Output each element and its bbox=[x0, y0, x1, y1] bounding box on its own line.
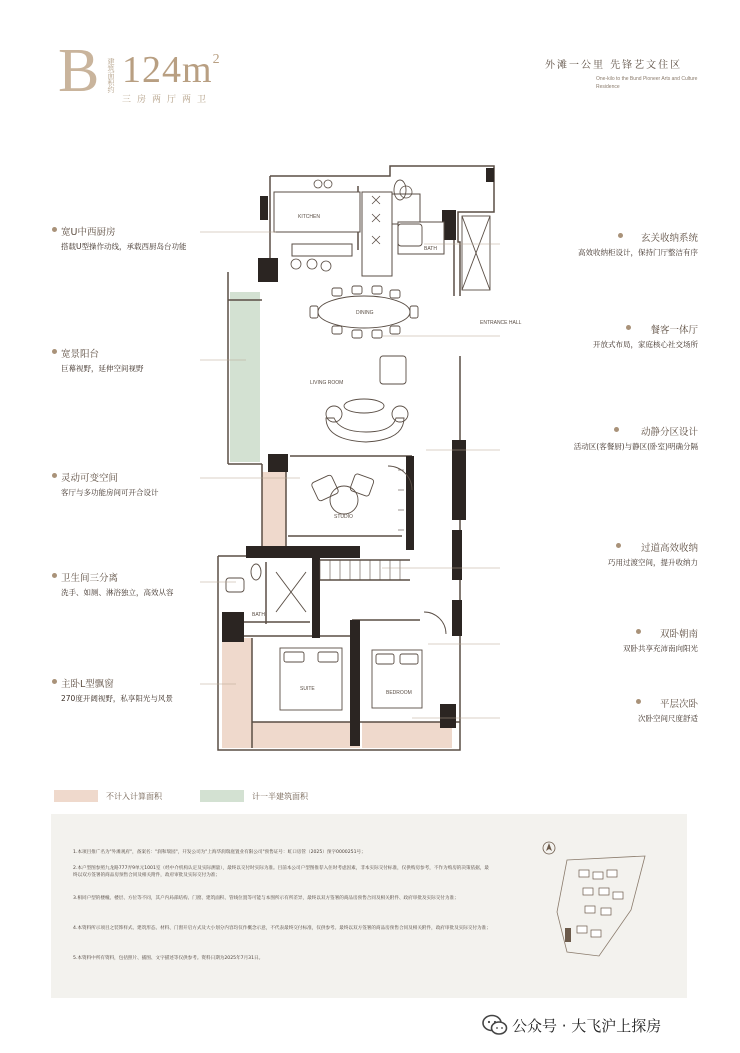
label-bedroom: BEDROOM bbox=[386, 690, 412, 696]
callout-dot bbox=[52, 227, 57, 232]
legend-label: 计一半建筑面积 bbox=[252, 792, 308, 801]
callout-dot bbox=[626, 325, 631, 330]
callout-title: 宽景阳台 bbox=[61, 349, 100, 360]
wechat-icon bbox=[482, 1014, 508, 1036]
unit-letter: B bbox=[58, 37, 100, 105]
callout-title: 卫生间三分离 bbox=[61, 573, 119, 584]
area-caption: 建筑面积约 bbox=[107, 58, 115, 93]
callout-desc: 巨幕视野，延伸空间视野 bbox=[61, 364, 144, 373]
callout-desc: 高效收纳柜设计，保持门厅整洁有序 bbox=[578, 248, 698, 257]
callout-dot bbox=[52, 473, 57, 478]
callout-title: 灵动可变空间 bbox=[61, 473, 119, 484]
label-dining: DINING bbox=[356, 310, 374, 316]
label-bath-top: BATH bbox=[424, 246, 437, 252]
room-type: 三房两厅两卫 bbox=[122, 95, 213, 105]
label-suite: SUITE bbox=[300, 686, 315, 692]
footer-account: 公众号 · 大飞沪上探房 bbox=[512, 1017, 662, 1035]
callout-dot bbox=[614, 427, 619, 432]
callout-dot bbox=[52, 679, 57, 684]
note-2: 2.本户型图参照九龙路777弄9单元1001室（经中介机构认定及实际测量），最终以交付时实际为准。目前本公司户型图推荐入住时考虑因素，非本实际交付标准，仅供购房参考，不作为购房的决策依据，最终以双方签署的商品房预售合同及相关附件，政府审批及实际交付为准； bbox=[73, 866, 489, 878]
callout-desc: 开放式布局，家庭核心社交场所 bbox=[593, 340, 698, 349]
callout-south-bedrooms bbox=[540, 626, 698, 654]
callout-desc: 270度开阔视野，私享阳光与风景 bbox=[61, 694, 173, 703]
note-5: 5.本资料中所有资料，包括照片、插图、文字描述等仅供参考。资料日期为2025年7月31日。 bbox=[73, 956, 264, 961]
floor-plan bbox=[200, 160, 522, 760]
label-studio: STUDIO bbox=[334, 514, 353, 520]
label-living: LIVING ROOM bbox=[310, 380, 344, 386]
legend-swatch bbox=[200, 790, 244, 802]
note-1: 1.本项目推广名为"外滩观府"，备案名："润和瑞园"，开发公司为"上海华润瑞庭置业有限公司"预售证号：虹口房管（2025）预字0000251号； bbox=[73, 850, 366, 855]
callout-dot bbox=[636, 629, 641, 634]
callout-dot bbox=[636, 699, 641, 704]
callout-corridor-storage bbox=[540, 540, 698, 568]
callout-title: 玄关收纳系统 bbox=[640, 233, 698, 244]
legend-swatch bbox=[54, 790, 98, 802]
unit-area: $124m^2$ bbox=[122, 49, 221, 91]
callout-kitchen bbox=[52, 224, 187, 252]
label-entrance: ENTRANCE HALL bbox=[480, 320, 522, 326]
callout-dot bbox=[616, 543, 621, 548]
tagline: 外滩一公里 先锋艺文住区 bbox=[545, 60, 683, 71]
callout-desc: 次卧空间尺度舒适 bbox=[638, 714, 698, 723]
callout-title: 双卧朝南 bbox=[659, 629, 698, 640]
callout-title: 宽U中西厨房 bbox=[61, 227, 116, 238]
callout-zoning bbox=[530, 424, 698, 452]
site-location-map bbox=[527, 836, 657, 976]
callout-flex-space bbox=[52, 470, 159, 498]
note-3: 3.相同户型的楼幢、楼层、方位等不同，其户内局部结构、门窗、建筑面积、管线位置等可能与本图所示有所差异，最终以双方签署的商品房预售合同及相关附件、政府审批及实际交付为准； bbox=[73, 896, 459, 901]
callout-dining-living bbox=[540, 322, 698, 350]
callout-title: 过道高效收纳 bbox=[640, 543, 698, 554]
note-4: 4.本资料所示项目之装饰样式、建筑形态、材料、门窗开启方式及大小划分内容均仅作概念示意，不代表最终交付标准，仅供参考。最终以双方签署的商品房预售合同及相关附件，政府审批及实际交付为准； bbox=[73, 926, 491, 931]
callout-desc: 搭载U型操作动线，承载西厨岛台功能 bbox=[61, 242, 187, 251]
callout-bay-window bbox=[52, 676, 173, 704]
callout-desc: 双卧共享充沛南向阳光 bbox=[623, 644, 698, 653]
callout-title: 餐客一体厅 bbox=[650, 325, 698, 336]
label-kitchen: KITCHEN bbox=[298, 214, 320, 220]
label-bath-mid: BATH bbox=[252, 612, 265, 618]
callout-title: 动静分区设计 bbox=[640, 427, 698, 438]
callout-title: 主卧L型飘窗 bbox=[61, 679, 114, 690]
callout-dot bbox=[52, 349, 57, 354]
tagline-english: One-kilo to the Bund Pioneer Arts and Culture Residence bbox=[596, 76, 698, 90]
callout-desc: 客厅与多功能房间可开合设计 bbox=[61, 488, 159, 497]
callout-second-bedroom bbox=[540, 696, 698, 724]
callout-desc: 活动区(客餐厨)与静区(卧室)明确分隔 bbox=[573, 442, 698, 451]
callout-desc: 洗手、如厕、淋浴独立，高效从容 bbox=[61, 588, 174, 597]
wechat-logo bbox=[482, 1014, 508, 1040]
callout-foyer-storage bbox=[540, 230, 698, 258]
legend-label: 不计入计算面积 bbox=[106, 792, 162, 801]
callout-bath-separation bbox=[52, 570, 174, 598]
disclaimer-notes bbox=[51, 814, 687, 998]
callout-balcony bbox=[52, 346, 144, 374]
callout-dot bbox=[52, 573, 57, 578]
callout-title: 平层次卧 bbox=[659, 699, 698, 710]
callout-desc: 巧用过渡空间，提升收纳力 bbox=[608, 558, 698, 567]
callout-dot bbox=[618, 233, 623, 238]
